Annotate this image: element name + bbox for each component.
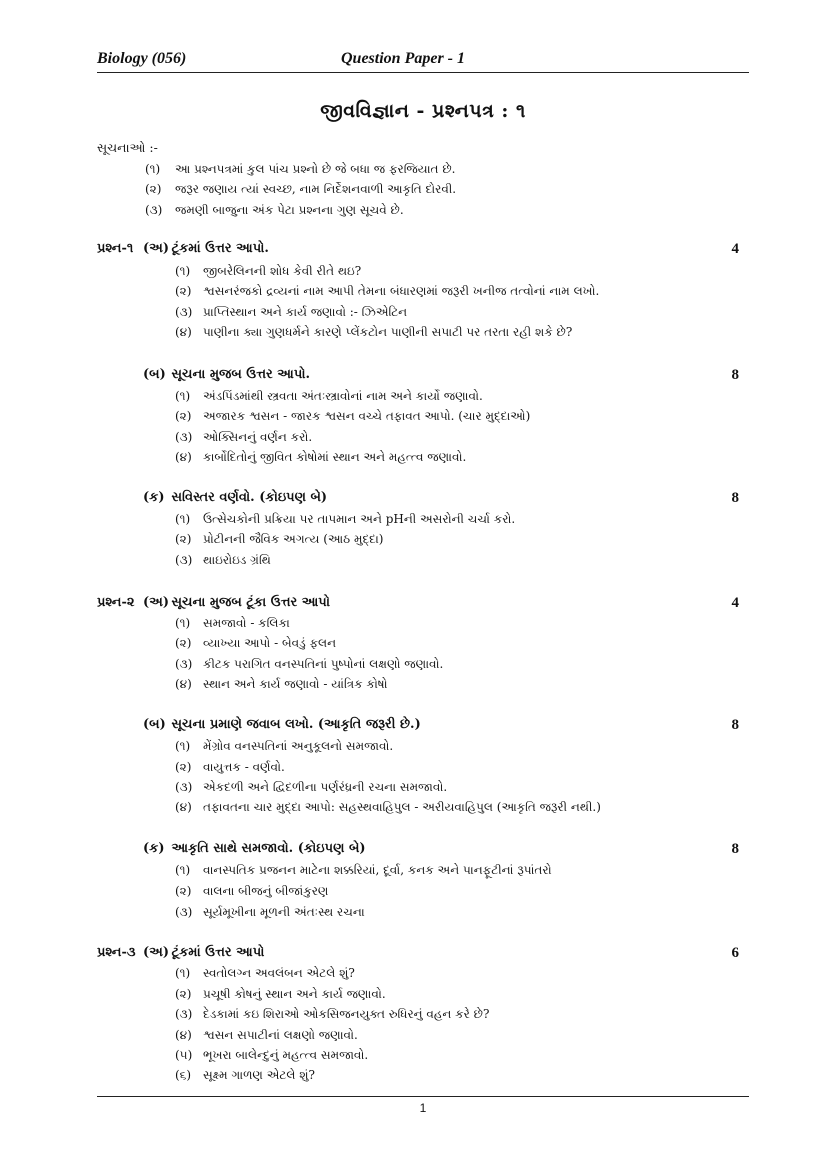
section-heading: પ્રશ્ન-૧ (અ) ટૂંકમાં ઉત્તર આપો. 4 bbox=[97, 241, 739, 257]
question-item: (૩) ઓક્સિનનું વર્ણન કરો. bbox=[175, 430, 313, 444]
marks-value: 8 bbox=[731, 490, 739, 506]
question-item: (૩) એકદળી અને દ્વિદળીના પર્ણરંધ્રની રચના સમજાવો. bbox=[175, 780, 448, 794]
question-item: (૪) તફાવતના ચાર મુદ્દા આપો: સહસ્થવાહિપુલ - અરીયવાહિપુલ (આકૃતિ જરૂરી નથી.) bbox=[175, 800, 601, 814]
question-item: (૬) સૂક્ષ્મ ગાળણ એટલે શું? bbox=[175, 1068, 315, 1082]
marks-value: 4 bbox=[731, 595, 739, 611]
header-subject: Biology (056) bbox=[97, 50, 187, 67]
marks-value: 8 bbox=[731, 841, 739, 857]
question-item: (૨) વાયુત્તક - વર્ણવો. bbox=[175, 760, 285, 774]
instruction-item: (૩) જમણી બાજુના અંક પેટા પ્રશ્નના ગુણ સૂચવે છે. bbox=[145, 203, 404, 217]
marks-value: 8 bbox=[731, 717, 739, 733]
question-item: (૪) શ્વસન સપાટીનાં લક્ષણો જણાવો. bbox=[175, 1028, 358, 1042]
question-item: (૩) દેડકામાં કઇ શિરાઓ ઓકસિજનયુક્ત રુધિરનું વહન કરે છે? bbox=[175, 1007, 490, 1021]
section-heading: (ક) સવિસ્તર વર્ણવો. (કોઇપણ બે) 8 bbox=[143, 490, 739, 506]
question-item: (૧) વાનસ્પતિક પ્રજનન માટેના શક્કરિયાં, દૂર્વા, કનક અને પાનફૂટીનાં રૂપાંતરો bbox=[175, 863, 552, 877]
instructions-heading: સૂચનાઓ :- bbox=[97, 140, 158, 155]
question-item: (૨) પ્રચૂષી કોષનું સ્થાન અને કાર્ય જણાવો. bbox=[175, 987, 386, 1001]
question-item: (૪) સ્થાન અને કાર્ય જણાવો - યાંત્રિક કોષો bbox=[175, 677, 388, 691]
question-item: (૩) પ્રાપ્તિસ્થાન અને કાર્ય જણાવો :- ઝિએટિન bbox=[175, 305, 408, 319]
page-title: જીવવિજ્ઞાન - પ્રશ્નપત્ર : ૧ bbox=[320, 100, 526, 122]
marks-value: 4 bbox=[731, 241, 739, 257]
question-item: (૨) પ્રોટીનની જૈવિક અગત્ય (આઠ મુદ્દા) bbox=[175, 532, 384, 546]
section-heading: (ક) આકૃતિ સાથે સમજાવો. (કોઇપણ બે) 8 bbox=[143, 841, 739, 857]
question-item: (૨) વાલના બીજનું બીજાંકુરણ bbox=[175, 884, 329, 898]
marks-value: 6 bbox=[731, 945, 739, 961]
instruction-item: (૨) જરૂર જણાય ત્યાં સ્વચ્છ, નામ નિર્દેશનવાળી આકૃતિ દોરવી. bbox=[145, 182, 457, 196]
question-item: (૪) કાર્બોદિતોનું જીવિત કોષોમાં સ્થાન અને મહત્ત્વ જણાવો. bbox=[175, 450, 467, 464]
question-item: (૪) પાણીના ક્યા ગુણધર્મને કારણે પ્લેંકટોન પાણીની સપાટી પર તરતા રહી શકે છે? bbox=[175, 325, 573, 339]
question-item: (૧) ઉત્સેચકોની પ્રક્રિયા પર તાપમાન અને pHની અસરોની ચર્ચા કરો. bbox=[175, 512, 516, 526]
question-item: (૧) સમજાવો - કલિકા bbox=[175, 616, 290, 630]
section-heading: પ્રશ્ન-૩ (અ) ટૂંકમાં ઉત્તર આપો 6 bbox=[97, 945, 739, 961]
section-heading: (બ) સૂચના પ્રમાણે જવાબ લખો. (આકૃતિ જરૂરી છે.) 8 bbox=[143, 717, 739, 733]
page-header bbox=[97, 48, 749, 73]
section-heading: (બ) સૂચના મુજબ ઉત્તર આપો. 8 bbox=[143, 367, 739, 383]
header-paper-title: Question Paper - 1 bbox=[341, 50, 465, 67]
question-item: (૧) મેંગ્રોવ વનસ્પતિનાં અનુકૂલનો સમજાવો. bbox=[175, 739, 394, 753]
question-item: (૧) અંડપિંડમાંથી સ્ત્રવતા અંતઃસ્ત્રાવોનાં નામ અને કાર્યો જણાવો. bbox=[175, 389, 483, 403]
question-item: (૩) સૂર્યમૂખીના મૂળની અંતઃસ્થ રચના bbox=[175, 905, 365, 919]
question-item: (૨) વ્યાખ્યા આપો - બેવડું ફલન bbox=[175, 636, 337, 650]
marks-value: 8 bbox=[731, 367, 739, 383]
question-item: (૩) થાઇરોઇડ ગ્રંથિ bbox=[175, 553, 271, 567]
footer-divider bbox=[97, 1096, 749, 1097]
section-heading: પ્રશ્ન-૨ (અ) સૂચના મુજબ ટૂંકા ઉત્તર આપો 4 bbox=[97, 595, 739, 611]
question-item: (૧) જીબરેલિનની શોધ કેવી રીતે થઇ? bbox=[175, 264, 362, 278]
page-number: 1 bbox=[419, 1101, 427, 1115]
instruction-item: (૧) આ પ્રશ્નપત્રમાં કુલ પાંચ પ્રશ્નો છે જે બધા જ ફરજિયાત છે. bbox=[145, 162, 456, 176]
question-item: (૨) અજારક શ્વસન - જારક શ્વસન વચ્ચે તફાવત આપો. (ચાર મુદ્દાઓ) bbox=[175, 409, 531, 423]
question-item: (૨) શ્વસનરંજકો દ્રવ્યનાં નામ આપી તેમના બંધારણમાં જરૂરી ખનીજ તત્વોનાં નામ લખો. bbox=[175, 284, 600, 298]
question-item: (૫) ભૂખરા બાલેન્દુનું મહત્ત્વ સમજાવો. bbox=[175, 1048, 369, 1062]
question-item: (૧) સ્વતોલગ્ન અવલંબન એટલે શું? bbox=[175, 966, 355, 980]
question-item: (૩) કીટક પરાગિત વનસ્પતિનાં પુષ્પોનાં લક્ષણો જણાવો. bbox=[175, 657, 444, 671]
